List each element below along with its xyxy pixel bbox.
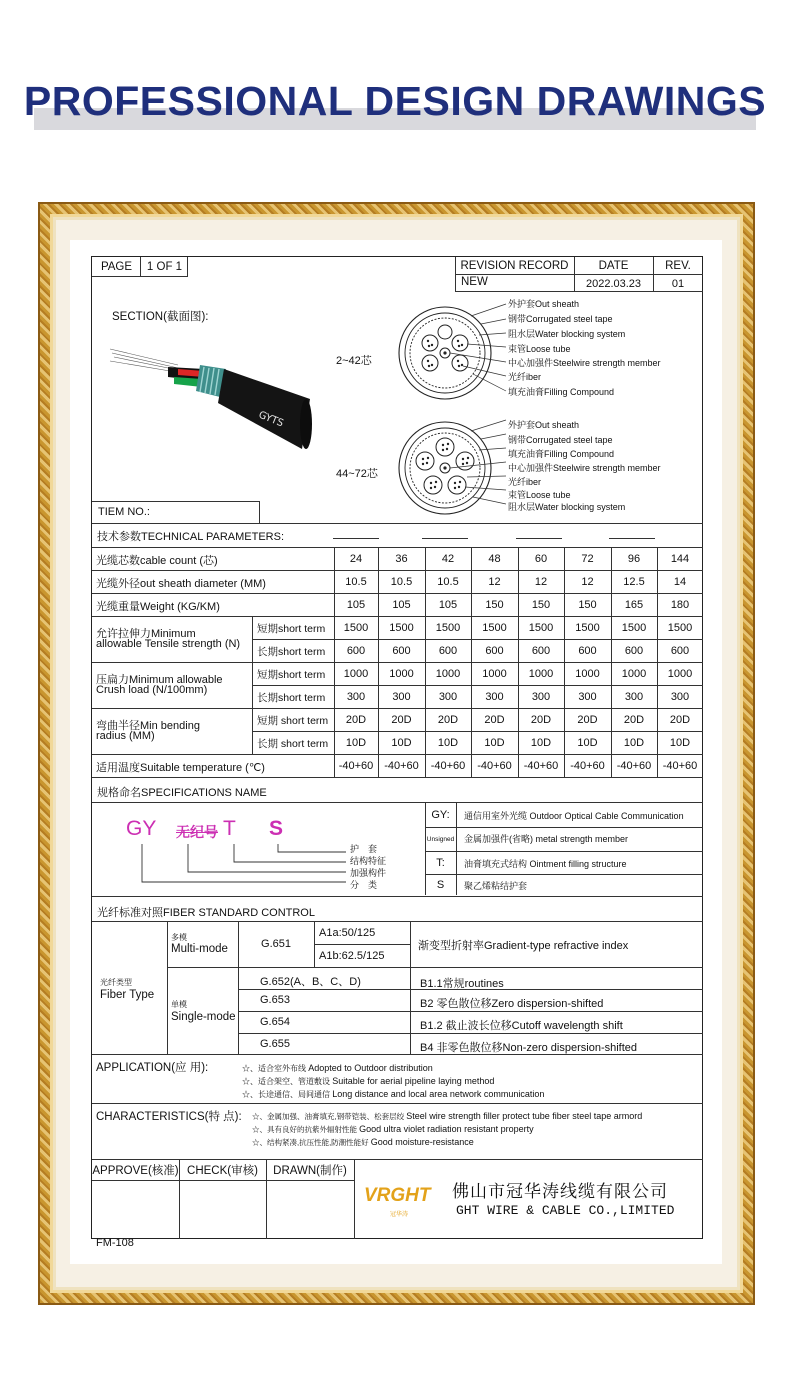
spec-tree-3: 分 类: [350, 880, 378, 890]
tech-title: 技术参数TECHNICAL PARAMETERS:: [97, 531, 285, 543]
app-cn-1: ☆、适合架空、管道敷设: [242, 1077, 330, 1086]
param-tensile-long-value: 600: [346, 644, 366, 657]
param-temperature-value: -40+60: [523, 759, 559, 772]
drawn-label: DRAWN(制作): [273, 1164, 347, 1177]
company-name-en: GHT WIRE & CABLE CO.,LIMITED: [456, 1203, 675, 1218]
company-name-cn: 佛山市冠华涛线缆有限公司: [452, 1182, 668, 1202]
param-cable_count-label: 光缆芯数cable count (芯): [96, 555, 218, 567]
param-temperature-value: -40+60: [570, 759, 605, 772]
application-title: APPLICATION(应 用):: [96, 1062, 209, 1074]
param-crush-short-value: 1000: [435, 667, 461, 680]
param-diameter-value: 14: [673, 575, 687, 588]
single-mode-cn: 单模: [171, 1000, 187, 1009]
spec-code-gy: GY: [126, 817, 157, 840]
param-bending-short-value: 20D: [669, 713, 691, 726]
d1-label-6: 填充油膏Filling Compound: [508, 387, 615, 397]
form-number: FM-108: [96, 1237, 134, 1249]
param-tensile-long-label: 长期short term: [257, 646, 326, 658]
param-diameter-value: 12: [581, 575, 594, 588]
param-cable_count-value: 48: [488, 552, 501, 565]
diagram1-range: 2~42芯: [336, 355, 372, 367]
param-bending-long-value: 10D: [345, 736, 367, 749]
fiber-type-en: Fiber Type: [100, 989, 155, 1001]
revision-number: 01: [671, 277, 685, 290]
param-weight-value: 105: [392, 598, 411, 611]
single-mode-en: Single-mode: [171, 1011, 236, 1023]
revision-date: 2022.03.23: [585, 277, 642, 290]
param-tensile-short-value: 1500: [528, 621, 554, 634]
param-temperature-value: -40+60: [477, 759, 512, 772]
d2-label-2: 填充油膏Filling Compound: [508, 449, 615, 459]
fiber-desc-1: B2 零色散位移Zero dispersion-shifted: [420, 998, 604, 1010]
param-bending-label2: radius (MM): [96, 730, 155, 742]
company-logo-sub: 冠华涛: [390, 1212, 409, 1218]
diagram2-range: 44~72芯: [336, 468, 378, 480]
param-tensile-long-value: 600: [438, 644, 458, 657]
company-logo: VRGHT: [364, 1185, 431, 1206]
param-bending-short-value: 20D: [437, 713, 459, 726]
param-weight-label: 光缆重量Weight (KG/KM): [96, 601, 220, 613]
d1-label-2: 阻水层Water blocking system: [508, 329, 626, 339]
cable-illustration: [108, 339, 316, 459]
param-tensile-short-label: 短期short term: [257, 623, 326, 635]
param-crush-short-value: 1000: [528, 667, 554, 680]
param-crush-short-value: 1000: [343, 667, 369, 680]
param-tensile-short-value: 1500: [482, 621, 507, 634]
d2-label-5: 束管Loose tube: [508, 490, 571, 500]
fiber-std-0: G.652(A、B、C、D): [260, 976, 361, 988]
param-cable_count-value: 24: [349, 552, 363, 565]
param-crush-long-value: 300: [485, 690, 504, 703]
spec-desc-1: 金属加强件(省略) metal strength member: [464, 834, 629, 844]
param-crush-long-value: 300: [578, 690, 597, 703]
page-title: PROFESSIONAL DESIGN DRAWINGS: [23, 78, 767, 124]
design-drawing-document: [91, 256, 703, 1239]
param-bending-long-value: 10D: [437, 736, 459, 749]
date-header: DATE: [598, 259, 629, 272]
app-cn-0: ☆、适合室外布线: [242, 1064, 306, 1073]
param-bending-long-value: 10D: [623, 736, 645, 749]
param-cable_count-value: 144: [670, 552, 690, 565]
param-diameter-value: 12: [488, 575, 501, 588]
param-weight-value: 150: [485, 598, 504, 611]
d2-label-4: 光纤iber: [508, 477, 542, 487]
param-bending-long-label: 长期 short term: [257, 738, 329, 750]
param-crush-long-value: 300: [438, 690, 458, 703]
param-bending-short-label: 短期 short term: [257, 715, 329, 727]
param-tensile-long-value: 600: [392, 644, 411, 657]
char-en-0: Steel wire strength filler protect tube fiber steel tape armord: [406, 1111, 643, 1121]
spec-key-2: T:: [436, 856, 445, 869]
check-label: CHECK(审核): [187, 1164, 258, 1177]
d2-label-1: 钢带Corrugated steel tape: [508, 435, 613, 445]
spec-tree-lines: [132, 842, 352, 890]
param-crush-short-label: 短期short term: [257, 669, 326, 681]
spec-desc-0: 通信用室外光缆 Outdoor Optical Cable Communication: [464, 811, 684, 821]
param-temperature-value: -40+60: [662, 759, 698, 772]
fiber-desc-0: B1.1常规routines: [420, 978, 504, 990]
param-crush-long-value: 300: [531, 690, 551, 703]
param-bending-short-value: 20D: [577, 713, 598, 726]
param-bending-short-value: 20D: [623, 713, 645, 726]
spec-tree-2: 加强构件: [350, 868, 387, 878]
param-cable_count-value: 60: [534, 552, 548, 565]
param-bending-long-value: 10D: [669, 736, 691, 749]
param-tensile-long-value: 600: [670, 644, 690, 657]
param-crush-long-value: 300: [624, 690, 644, 703]
param-cable_count-value: 36: [395, 552, 408, 565]
param-crush-short-value: 1000: [482, 667, 507, 680]
spec-title: 规格命名SPECIFICATIONS NAME: [97, 787, 267, 799]
char-en-1: Good ultra violet radiation resistant property: [359, 1124, 534, 1134]
multi-mode-cn: 多模: [171, 933, 187, 942]
d2-label-6: 阻水层Water blocking system: [508, 502, 626, 512]
param-cable_count-value: 96: [627, 552, 641, 565]
param-crush-long-value: 300: [670, 690, 690, 703]
a1b: A1b:62.5/125: [319, 950, 385, 962]
param-tensile-short-value: 1500: [343, 621, 369, 634]
param-tensile-long-value: 600: [531, 644, 551, 657]
param-tensile-label2: allowable Tensile strength (N): [96, 638, 241, 650]
param-tensile-short-value: 1500: [575, 621, 600, 634]
spec-key-0: GY:: [431, 808, 450, 821]
param-bending-long-value: 10D: [530, 736, 552, 749]
d1-label-1: 钢带Corrugated steel tape: [508, 314, 613, 324]
param-weight-value: 180: [670, 598, 690, 611]
param-temperature-value: -40+60: [616, 759, 652, 772]
param-crush-label1: 压扁力Minimum allowable: [96, 674, 223, 686]
spec-desc-3: 聚乙烯粘结护套: [464, 881, 528, 891]
param-bending-label1: 弯曲半径Min bending: [96, 720, 200, 732]
param-cable_count-value: 42: [441, 552, 455, 565]
d2-label-3: 中心加强件Steelwire strength member: [508, 463, 661, 473]
fiber-desc-3: B4 非零色散位移Non-zero dispersion-shifted: [420, 1042, 638, 1054]
page-value: 1 OF 1: [146, 261, 183, 273]
cross-section-diagram-2: [393, 417, 509, 519]
param-cable_count-value: 72: [581, 552, 594, 565]
param-bending-short-value: 20D: [345, 713, 367, 726]
spec-code-mid: 无纪号: [176, 824, 218, 840]
param-bending-long-value: 10D: [577, 736, 598, 749]
spec-code-s: S: [269, 817, 284, 840]
param-weight-value: 105: [346, 598, 366, 611]
fiber-std-3: G.655: [260, 1038, 290, 1050]
cable-mark: GYTS: [256, 409, 285, 430]
param-temperature-value: -40+60: [338, 759, 374, 772]
spec-tree-0: 护 套: [350, 844, 378, 854]
spec-desc-2: 油膏填充式结构 Ointment filling structure: [464, 859, 627, 869]
param-tensile-long-value: 600: [578, 644, 597, 657]
param-diameter-value: 10.5: [390, 575, 413, 588]
char-cn-2: ☆、结构紧凑,抗压性能,防潮性能好: [252, 1138, 369, 1147]
param-crush-short-value: 1000: [575, 667, 600, 680]
param-bending-long-value: 10D: [484, 736, 505, 749]
fiber-std-2: G.654: [260, 1016, 290, 1028]
param-crush-label2: Crush load (N/100mm): [96, 684, 208, 696]
char-en-2: Good moisture-resistance: [370, 1137, 474, 1147]
page-label: PAGE: [100, 261, 133, 273]
characteristics-title: CHARACTERISTICS(特 点):: [96, 1111, 242, 1123]
char-cn-0: ☆、金属加强、油膏填充,钢带铠装、松套层绞: [252, 1112, 405, 1121]
param-bending-short-value: 20D: [530, 713, 552, 726]
param-diameter-value: 10.5: [345, 575, 367, 588]
param-weight-value: 150: [578, 598, 597, 611]
param-bending-short-value: 20D: [484, 713, 505, 726]
d1-label-4: 中心加强件Steelwire strength member: [508, 358, 661, 368]
param-diameter-value: 10.5: [437, 575, 459, 588]
spec-tree-1: 结构特征: [350, 856, 387, 866]
d1-label-5: 光纤iber: [508, 372, 542, 382]
fiber-std-1: G.653: [260, 994, 290, 1006]
multi-mode-en: Multi-mode: [171, 943, 228, 955]
item-no-label: TIEM NO.:: [98, 506, 150, 518]
char-cn-1: ☆、具有良好的抗紫外辐射性能: [252, 1125, 357, 1134]
param-crush-long-value: 300: [346, 690, 366, 703]
param-crush-long-label: 长期short term: [257, 692, 326, 704]
param-weight-value: 165: [624, 598, 644, 611]
param-crush-short-value: 1000: [389, 667, 414, 680]
param-diameter-value: 12.5: [623, 575, 645, 588]
revision-row-label: NEW: [461, 276, 488, 288]
approve-label: APPROVE(核准): [92, 1164, 179, 1177]
d2-label-0: 外护套Out sheath: [508, 420, 580, 430]
param-diameter-value: 12: [534, 575, 548, 588]
param-bending-long-value: 10D: [391, 736, 412, 749]
section-label: SECTION(截面图):: [112, 311, 209, 323]
param-tensile-long-value: 600: [624, 644, 644, 657]
param-temperature-value: -40+60: [430, 759, 466, 772]
param-tensile-short-value: 1500: [435, 621, 461, 634]
param-tensile-short-value: 1500: [621, 621, 647, 634]
param-temperature-label: 适用温度Suitable temperature (℃): [96, 762, 265, 774]
param-crush-long-value: 300: [392, 690, 411, 703]
param-temperature-value: -40+60: [384, 759, 419, 772]
param-tensile-short-value: 1500: [389, 621, 414, 634]
d1-label-3: 束管Loose tube: [508, 344, 571, 354]
app-en-0: Adopted to Outdoor distribution: [308, 1063, 433, 1073]
param-crush-short-value: 1000: [621, 667, 647, 680]
fiber-title: 光纤标准对照FIBER STANDARD CONTROL: [97, 907, 315, 919]
rev-header: REV.: [665, 259, 691, 272]
app-en-2: Long distance and local area network communication: [332, 1089, 545, 1099]
param-weight-value: 150: [531, 598, 551, 611]
param-tensile-short-value: 1500: [667, 621, 693, 634]
cross-section-diagram-1: [393, 302, 509, 404]
param-weight-value: 105: [438, 598, 458, 611]
revision-record-header: REVISION RECORD: [460, 259, 569, 272]
spec-code-t: T: [223, 817, 236, 840]
param-bending-short-value: 20D: [391, 713, 412, 726]
g651: G.651: [261, 938, 291, 950]
param-diameter-label: 光缆外径out sheath diameter (MM): [96, 578, 266, 590]
d1-label-0: 外护套Out sheath: [508, 299, 580, 309]
fiber-type-cn: 光纤类型: [100, 978, 132, 987]
a1a: A1a:50/125: [319, 927, 376, 939]
app-en-1: Suitable for aerial pipeline laying method: [332, 1076, 495, 1086]
param-tensile-long-value: 600: [485, 644, 504, 657]
spec-key-1: Unsigned: [426, 835, 455, 843]
gradient-index: 渐变型折射率Gradient-type refractive index: [418, 940, 629, 952]
param-crush-short-value: 1000: [667, 667, 693, 680]
app-cn-2: ☆、长途通信、局间通信: [242, 1090, 330, 1099]
fiber-desc-2: B1.2 截止波长位移Cutoff wavelength shift: [420, 1020, 623, 1032]
spec-key-3: S: [436, 878, 445, 891]
param-tensile-label1: 允许拉伸力Minimum: [96, 628, 196, 640]
